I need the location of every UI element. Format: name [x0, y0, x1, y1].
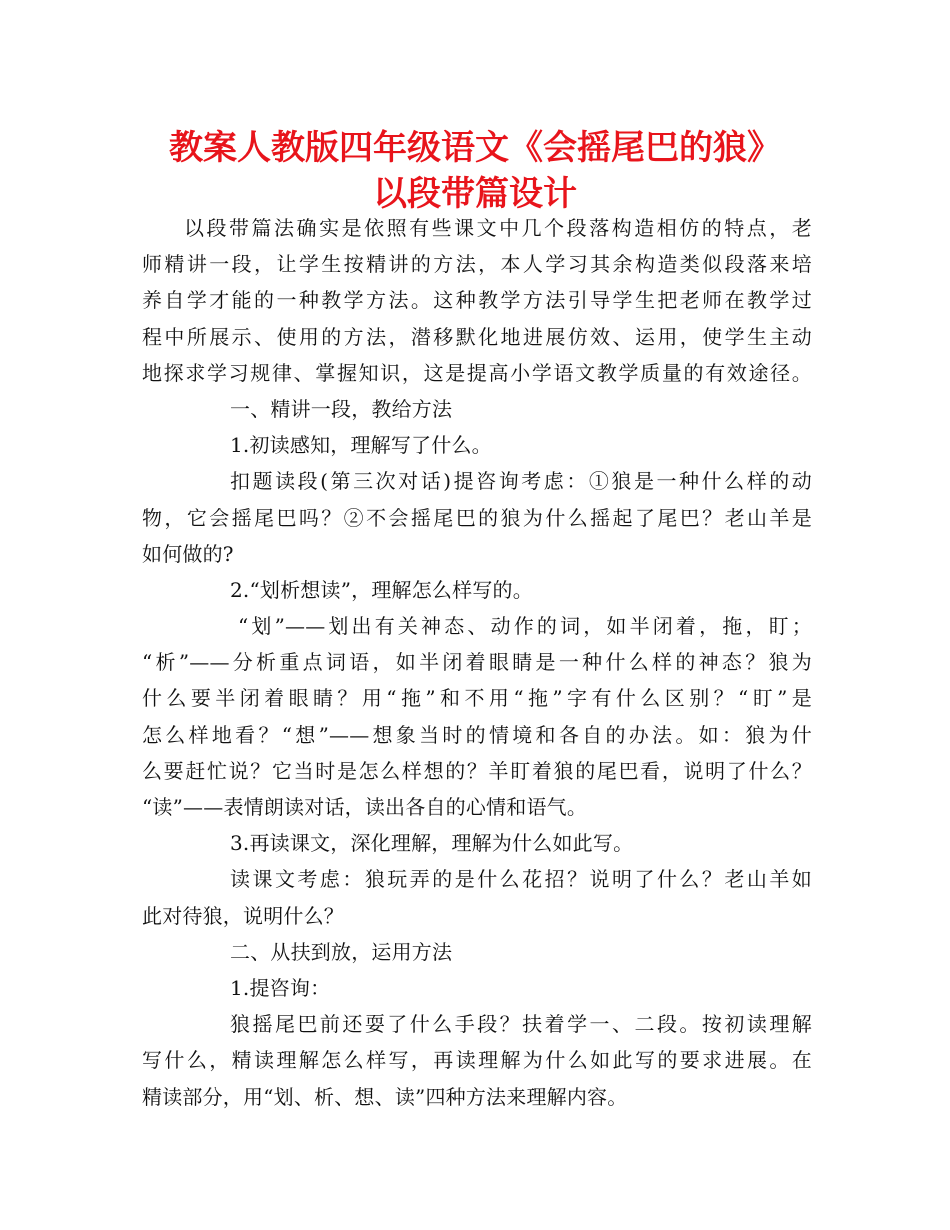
subsection-heading: 2.“划析想读”，理解怎么样写的。: [230, 577, 533, 602]
section-heading: 二、从扶到放，运用方法: [230, 939, 453, 964]
body-line: 程中所展示、使用的方法，潜移默化地进展仿效、运用，使学生主动: [142, 324, 812, 349]
subsection-heading: 1.初读感知，理解写了什么。: [230, 433, 492, 458]
body-line: 以段带篇法确实是依照有些课文中几个段落构造相仿的特点，老: [184, 216, 812, 240]
body-line: 精读部分，用“划、析、想、读”四种方法来理解内容。: [142, 1084, 628, 1109]
body-line: 写什么，精读理解怎么样写，再读理解为什么如此写的要求进展。在: [142, 1048, 812, 1073]
body-line: “读”——表情朗读对话，读出各自的心情和语气。: [142, 795, 588, 819]
body-line: 什么要半闭着眼睛？用“拖”和不用“拖”字有什么区别？“盯”是: [142, 686, 812, 711]
body-line: 养自学才能的一种教学方法。这种教学方法引导学生把老师在教学过: [142, 288, 812, 313]
body-line: 读课文考虑：狼玩弄的是什么花招？说明了什么？老山羊如: [230, 867, 812, 892]
body-line: 么要赶忙说？它当时是怎么样想的？羊盯着狼的尾巴看，说明了什么？: [142, 758, 812, 783]
body-line: 此对待狼，说明什么？: [142, 903, 344, 928]
body-line: 地探求学习规律、掌握知识，这是提高小学语文教学质量的有效途径。: [142, 360, 812, 385]
body-line: 怎么样地看？“想”——想象当时的情境和各自的办法。如：狼为什: [142, 722, 812, 747]
body-line: 如何做的?: [142, 541, 234, 566]
body-line: “析”——分析重点词语，如半闭着眼睛是一种什么样的神态？狼为: [142, 650, 812, 675]
body-line: 狼摇尾巴前还耍了什么手段？扶着学一、二段。按初读理解: [230, 1012, 812, 1037]
subsection-heading: 3.再读课文，深化理解，理解为什么如此写。: [230, 831, 634, 856]
document-title-line-1: 教案人教版四年级语文《会摇尾巴的狼》: [169, 128, 781, 168]
document-title-line-2: 以段带篇设计: [373, 174, 577, 214]
body-line: 师精讲一段，让学生按精讲的方法，本人学习其余构造类似段落来培: [142, 252, 812, 277]
subsection-heading: 1.提咨询：: [230, 975, 331, 1000]
body-line: “划”——划出有关神态、动作的词，如半闭着，拖，盯；: [238, 614, 812, 639]
document-body: [142, 210, 812, 1115]
body-line: 物，它会摇尾巴吗？②不会摇尾巴的狼为什么摇起了尾巴？老山羊是: [142, 505, 812, 530]
section-heading: 一、精讲一段，教给方法: [230, 396, 453, 421]
body-line: 扣题读段(第三次对话)提咨询考虑：①狼是一种什么样的动: [230, 469, 812, 494]
